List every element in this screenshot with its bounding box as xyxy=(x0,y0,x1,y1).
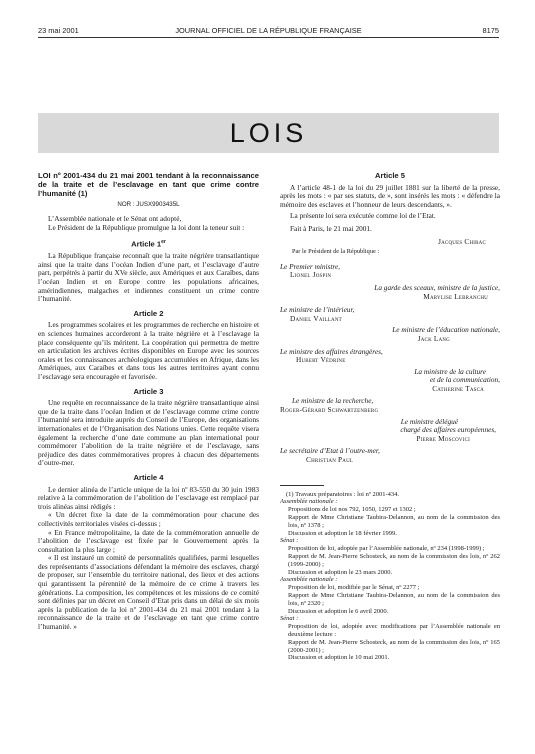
footnote-line: Rapport de Mme Christiane Taubira-Delannon, au nom de la commission des lois, nº 1378 ; xyxy=(288,514,500,529)
interior-title: Le ministre de l’intérieur, xyxy=(280,305,355,315)
right-column xyxy=(280,172,500,662)
article-4-heading: Article 4 xyxy=(133,472,164,482)
execution-clause: La présente loi sera exécutée comme loi de l’Etat. xyxy=(290,211,436,221)
law-title: LOI nº 2001-434 du 21 mai 2001 tendant à la reconnaissance de la traite et de l’esclavage en tant que crime contre l’humanité (1) xyxy=(38,171,259,198)
pm-name: Lionel Jospin xyxy=(290,270,332,280)
place-date: Fait à Paris, le 21 mai 2001. xyxy=(290,223,372,233)
left-column xyxy=(38,172,259,632)
education-title: Le ministre de l’éducation nationale, xyxy=(392,325,500,335)
article-1-text: La République française reconnaît que la traite négrière transatlantique ainsi que la traite dans l’océan Indien d’une part, et l’esclavage d’autre part, perpétrés à partir du XVe siècle, aux Amériques et aux Caraïbes, dans l’océan Indien et en Europe contre les populations africaines, amérindiennes, malgaches et indiennes constituent un crime contre l’humanité. xyxy=(38,251,259,304)
article-2-text: Les programmes scolaires et les programmes de recherche en histoire et en sciences humaines accorderont à la traite négrière et à l’esclavage la place conséquente qu’ils méritent. La coopération qui permettra de mettre en articulation les archives écrites disponibles en Europe avec les sources orales et les connaissances archéologiques accumulées en Afrique, dans les Amériques, aux Caraïbes et dans tous les autres territoires ayant connu l’esclavage sera encouragée et favorisée. xyxy=(38,320,259,382)
article-5-heading: Article 5 xyxy=(375,171,405,180)
footnote-line: Rapport de M. Jean-Pierre Schosteck, au nom de la commission des lois, nº 165 (2000-2001) ; xyxy=(288,638,500,654)
culture-title-2: et de la communication, xyxy=(429,375,500,385)
education-name: Jack Lang xyxy=(417,333,450,343)
nor-reference: NOR : JUSX9903435L xyxy=(117,201,180,209)
footnote-chamber: Sénat : xyxy=(280,615,299,623)
footnote-line: Discussion et adoption le 18 février 1999. xyxy=(288,529,397,537)
research-name: Roger-Gérard Schwartzenberg xyxy=(280,405,379,415)
intro-promulgation: Le Président de la République promulgue la loi dont la teneur suit : xyxy=(48,222,245,232)
footnote-rule xyxy=(280,485,324,486)
justice-title: La garde des sceaux, ministre de la justice, xyxy=(374,282,500,292)
footnote-lead: (1) Travaux préparatoires : loi nº 2001-434. xyxy=(286,490,400,498)
culture-title: La ministre de la culture xyxy=(414,366,486,376)
footnote xyxy=(280,491,500,663)
header-date: 23 mai 2001 xyxy=(38,26,79,35)
research-title: Le ministre de la recherche, xyxy=(292,396,374,406)
header-rule xyxy=(38,37,499,38)
europe-title: Le ministre délégué xyxy=(400,416,458,426)
article-5-text: A l’article 48-1 de la loi du 29 juillet 1881 sur la liberté de la presse, après les mots : « par ses statuts, de », sont insérés les mots : « défendre la mémoire des esclaves et l’honneur de leurs descendants, ». xyxy=(280,182,500,209)
article-4-para: Le dernier alinéa de l’article unique de la loi nº 83-550 du 30 juin 1983 relative à la commémoration de l’abolition de l’esclavage est remplacé par trois alinéas ainsi rédigés : xyxy=(38,484,259,511)
overseas-title: Le secrétaire d’Etat à l’outre-mer, xyxy=(280,446,380,456)
article-2-heading: Article 2 xyxy=(133,308,164,318)
culture-name: Catherine Tasca xyxy=(432,383,484,393)
article-3-text: Une requête en reconnaissance de la traite négrière transatlantique ainsi que de la traite dans l’océan Indien et de l’esclavage comme crime contre l’humanité sera introduite auprès du Conseil de l’Europe, des organisations internationales et de l’Organisation des Nations unies. Cette requête visera également la recherche d’une date commune au plan international pour commémorer l’abolition de la traite négrière et de l’esclavage, sans préjudice des dates commémoratives propres à chacun des départements d’outre-mer. xyxy=(38,398,259,468)
footnote-chamber: Assemblée nationale : xyxy=(280,576,338,584)
article-1-heading: Article 1er xyxy=(131,239,166,249)
pm-title: Le Premier ministre, xyxy=(280,261,341,271)
footnote-line: Proposition de loi, adoptée par l’Assemblée nationale, nº 234 (1998-1999) ; xyxy=(288,545,485,553)
footnote-line: Rapport de Mme Christiane Taubira-Delannon, au nom de la commission des lois, nº 2320 ; xyxy=(288,591,500,607)
header-page-number: 8175 xyxy=(482,26,499,35)
intro-adopted: L’Assemblée nationale et le Sénat ont adopté, xyxy=(48,213,182,223)
footnote-chamber: Sénat : xyxy=(280,537,299,545)
header-journal: JOURNAL OFFICIEL DE LA RÉPUBLIQUE FRANÇAISE xyxy=(175,26,362,35)
justice-name: Marylise Lebranchu xyxy=(423,291,488,301)
footnote-chamber: Assemblée nationale : xyxy=(280,498,338,506)
footnote-line: Proposition de loi, modifiée par le Sénat, nº 2277 ; xyxy=(288,584,420,592)
footnote-line: Proposition de loi, adoptée avec modifications par l’Assemblée nationale en deuxième lecture : xyxy=(288,623,500,638)
foreign-title: Le ministre des affaires étrangères, xyxy=(280,346,383,356)
footnote-line: Discussion et adoption le 6 avril 2000. xyxy=(288,607,389,615)
article-3-heading: Article 3 xyxy=(133,386,164,396)
europe-title-2: chargé des affaires européennes, xyxy=(400,425,496,435)
footnote-line: Propositions de loi nos 792, 1050, 1297 et 1302 ; xyxy=(288,506,416,514)
president-name: Jacques Chirac xyxy=(438,236,486,246)
article-4-para: « Un décret fixe la date de la commémoration pour chacune des collectivités territoriales visées ci-dessus ; xyxy=(38,510,259,528)
europe-name: Pierre Moscovici xyxy=(416,433,470,443)
footnote-line: Discussion et adoption le 23 mars 2000. xyxy=(288,568,393,576)
foreign-name: Hubert Védrine xyxy=(296,355,346,365)
interior-name: Daniel Vaillant xyxy=(290,313,342,323)
signature-block xyxy=(280,238,500,465)
by-president-line: Par le Président de la République : xyxy=(292,248,380,256)
article-4-para: « En France métropolitaine, la date de la commémoration annuelle de l’abolition de l’esclavage est fixée par le Gouvernement après la consultation la plus large ; xyxy=(38,527,259,554)
section-banner: LOIS xyxy=(38,113,499,153)
footnote-line: Rapport de M. Jean-Pierre Schosteck, au nom de la commission des lois, nº 262 (1999-2000) ; xyxy=(288,553,500,568)
footnote-line: Discussion et adoption le 10 mai 2001. xyxy=(288,654,390,662)
article-4-para: « Il est instauré un comité de personnalités qualifiées, parmi lesquelles des représentants d’associations défendant la mémoire des esclaves, chargé de proposer, sur l’ensemble du territoire national, des lieux et des actions qui garantissent la pérennité de la mémoire de ce crime à travers les générations. La composition, les compétences et les missions de ce comité sont définies par un décret en Conseil d’Etat pris dans un délai de six mois après la publication de la loi nº 2001-434 du 21 mai 2001 tendant à la reconnaissance de la traite et de l’esclavage en tant que crime contre l’humanité. » xyxy=(38,553,259,632)
overseas-name: Christian Paul xyxy=(306,455,354,465)
